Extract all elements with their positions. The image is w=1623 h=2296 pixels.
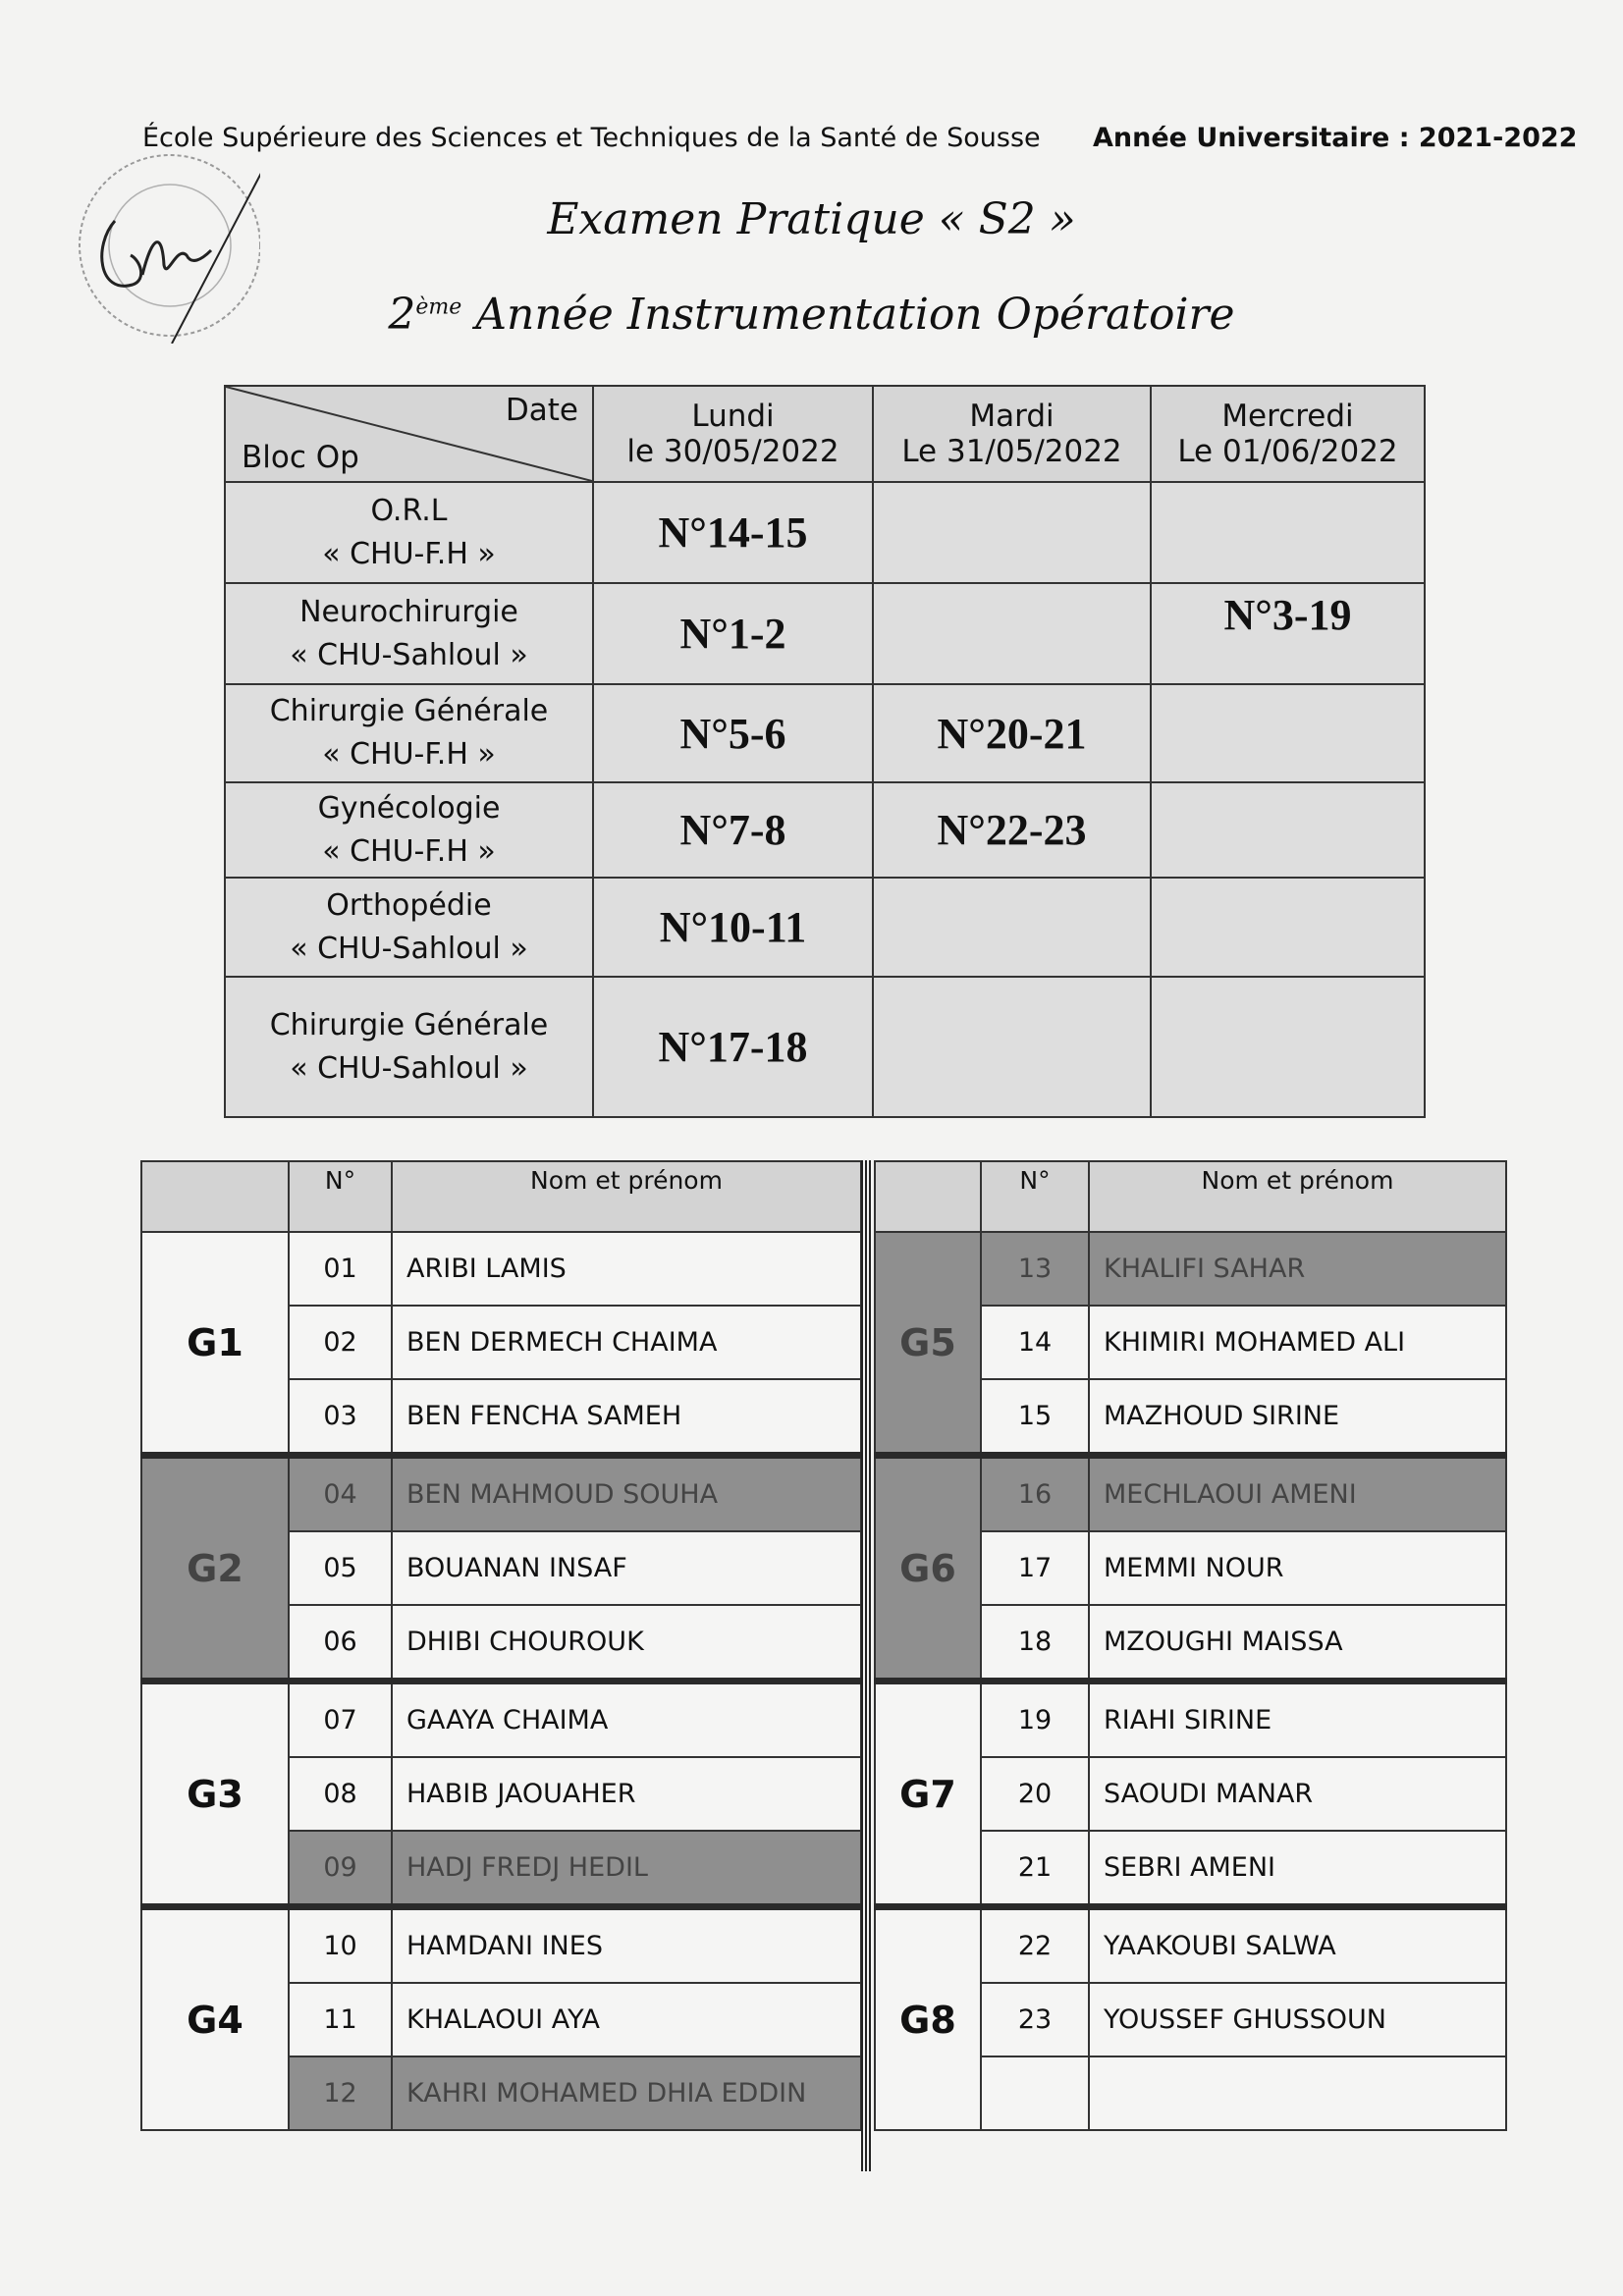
wednesday-slot	[1151, 684, 1425, 782]
subtitle-number: 2	[388, 290, 416, 340]
bloc-site: « CHU-Sahloul »	[290, 637, 528, 672]
stamp-signature-icon	[54, 137, 260, 344]
member-name: KAHRI MOHAMED DHIA EDDIN	[392, 2056, 861, 2130]
member-row	[141, 1456, 861, 1532]
group-header-cell	[875, 1161, 981, 1232]
monday-slot: N°1-2	[593, 583, 873, 684]
group-header-cell	[141, 1161, 289, 1232]
member-name: YAAKOUBI SALWA	[1089, 1907, 1506, 1984]
monday-slot: N°5-6	[593, 684, 873, 782]
bloc-cell	[225, 782, 593, 878]
bloc-site: « CHU-Sahloul »	[290, 931, 528, 966]
member-name: BEN MAHMOUD SOUHA	[392, 1456, 861, 1532]
member-name: MECHLAOUI AMENI	[1089, 1456, 1506, 1532]
wednesday-slot: N°3-19	[1151, 583, 1425, 684]
bloc-name: Chirurgie Générale	[269, 1007, 549, 1042]
monday-slot: N°7-8	[593, 782, 873, 878]
schedule-row	[225, 684, 1425, 782]
bloc-cell	[225, 878, 593, 977]
bloc-site: « CHU-Sahloul »	[290, 1050, 528, 1086]
member-number: 21	[981, 1831, 1089, 1907]
day-name: Mardi	[969, 399, 1055, 434]
member-number: 16	[981, 1456, 1089, 1532]
groups-header-row	[141, 1161, 861, 1232]
day-name: Mercredi	[1221, 399, 1354, 434]
member-name: SEBRI AMENI	[1089, 1831, 1506, 1907]
bloc-name: Neurochirurgie	[299, 594, 518, 629]
day-date: le 30/05/2022	[626, 434, 839, 469]
member-name: KHALIFI SAHAR	[1089, 1232, 1506, 1306]
member-number: 14	[981, 1306, 1089, 1379]
day-header-tuesday	[873, 386, 1151, 482]
bloc-name: Chirurgie Générale	[269, 694, 549, 728]
subtitle-superscript: ème	[415, 294, 462, 320]
member-name: HAMDANI INES	[392, 1907, 861, 1984]
member-name: BEN FENCHA SAMEH	[392, 1379, 861, 1456]
member-name: RIAHI SIRINE	[1089, 1682, 1506, 1758]
member-name: ARIBI LAMIS	[392, 1232, 861, 1306]
num-header: N°	[981, 1161, 1089, 1232]
member-number: 07	[289, 1682, 392, 1758]
schedule-header-row	[225, 386, 1425, 482]
member-number: 01	[289, 1232, 392, 1306]
exam-title: Examen Pratique « S2 »	[547, 194, 1076, 244]
member-number: 15	[981, 1379, 1089, 1456]
member-name: BEN DERMECH CHAIMA	[392, 1306, 861, 1379]
schedule-row	[225, 878, 1425, 977]
group-label: G6	[875, 1456, 981, 1682]
member-number: 02	[289, 1306, 392, 1379]
bloc-cell	[225, 977, 593, 1117]
bloc-cell	[225, 482, 593, 583]
school-name: École Supérieure des Sciences et Techniques de la Santé de Sousse	[142, 123, 1041, 153]
member-number: 10	[289, 1907, 392, 1984]
member-number: 05	[289, 1531, 392, 1605]
academic-year: Année Universitaire : 2021-2022	[1093, 123, 1578, 153]
day-header-wednesday	[1151, 386, 1425, 482]
schedule-row	[225, 583, 1425, 684]
member-row	[875, 1232, 1506, 1306]
member-row	[141, 1682, 861, 1758]
bloc-site: « CHU-F.H »	[322, 833, 496, 869]
member-name: MAZHOUD SIRINE	[1089, 1379, 1506, 1456]
member-number: 12	[289, 2056, 392, 2130]
member-name: HABIB JAOUAHER	[392, 1757, 861, 1831]
schedule-row	[225, 977, 1425, 1117]
monday-slot: N°17-18	[593, 977, 873, 1117]
member-name: KHALAOUI AYA	[392, 1983, 861, 2056]
monday-slot: N°10-11	[593, 878, 873, 977]
member-number: 18	[981, 1605, 1089, 1682]
member-number	[981, 2056, 1089, 2130]
member-name: MZOUGHI MAISSA	[1089, 1605, 1506, 1682]
bloc-name: Gynécologie	[317, 790, 501, 826]
member-row	[875, 1456, 1506, 1532]
tuesday-slot	[873, 583, 1151, 684]
member-number: 04	[289, 1456, 392, 1532]
bloc-cell	[225, 684, 593, 782]
group-label: G8	[875, 1907, 981, 2131]
member-number: 23	[981, 1983, 1089, 2056]
member-name: SAOUDI MANAR	[1089, 1757, 1506, 1831]
member-number: 22	[981, 1907, 1089, 1984]
name-header: Nom et prénom	[1089, 1161, 1506, 1232]
schedule-row	[225, 482, 1425, 583]
tuesday-slot: N°22-23	[873, 782, 1151, 878]
member-number: 08	[289, 1757, 392, 1831]
num-header: N°	[289, 1161, 392, 1232]
member-row	[875, 1907, 1506, 1984]
member-name: YOUSSEF GHUSSOUN	[1089, 1983, 1506, 2056]
schedule-row	[225, 782, 1425, 878]
tuesday-slot: N°20-21	[873, 684, 1151, 782]
wednesday-slot	[1151, 482, 1425, 583]
bloc-site: « CHU-F.H »	[322, 737, 496, 772]
monday-slot: N°14-15	[593, 482, 873, 583]
groups-table-left	[140, 1160, 862, 2131]
day-date: Le 01/06/2022	[1177, 434, 1398, 469]
member-name: HADJ FREDJ HEDIL	[392, 1831, 861, 1907]
member-number: 09	[289, 1831, 392, 1907]
bloc-name: O.R.L	[370, 493, 448, 528]
member-number: 11	[289, 1983, 392, 2056]
wednesday-slot	[1151, 878, 1425, 977]
member-name: BOUANAN INSAF	[392, 1531, 861, 1605]
table-divider	[861, 1160, 872, 2171]
subtitle-text: Année Instrumentation Opératoire	[461, 290, 1235, 340]
member-row	[141, 1907, 861, 1984]
member-name: MEMMI NOUR	[1089, 1531, 1506, 1605]
wednesday-slot	[1151, 977, 1425, 1117]
wednesday-slot	[1151, 782, 1425, 878]
corner-cell	[225, 386, 593, 482]
member-number: 17	[981, 1531, 1089, 1605]
tuesday-slot	[873, 977, 1151, 1117]
bloc-site: « CHU-F.H »	[322, 536, 496, 571]
exam-schedule-table	[224, 385, 1426, 1118]
member-name: DHIBI CHOUROUK	[392, 1605, 861, 1682]
member-row	[875, 1682, 1506, 1758]
member-name	[1089, 2056, 1506, 2130]
member-number: 03	[289, 1379, 392, 1456]
groups-table-right	[874, 1160, 1507, 2131]
member-number: 19	[981, 1682, 1089, 1758]
member-number: 06	[289, 1605, 392, 1682]
corner-date-label: Date	[505, 393, 578, 428]
group-label: G5	[875, 1232, 981, 1456]
member-name: GAAYA CHAIMA	[392, 1682, 861, 1758]
member-number: 13	[981, 1232, 1089, 1306]
member-name: KHIMIRI MOHAMED ALI	[1089, 1306, 1506, 1379]
group-label: G1	[141, 1232, 289, 1456]
tuesday-slot	[873, 482, 1151, 583]
group-label: G4	[141, 1907, 289, 2131]
day-name: Lundi	[691, 399, 775, 434]
group-label: G2	[141, 1456, 289, 1682]
bloc-name: Orthopédie	[326, 887, 492, 923]
name-header: Nom et prénom	[392, 1161, 861, 1232]
groups-header-row	[875, 1161, 1506, 1232]
day-header-monday	[593, 386, 873, 482]
group-label: G3	[141, 1682, 289, 1907]
member-number: 20	[981, 1757, 1089, 1831]
group-label: G7	[875, 1682, 981, 1907]
corner-bloc-label: Bloc Op	[242, 440, 359, 475]
bloc-cell	[225, 583, 593, 684]
member-row	[141, 1232, 861, 1306]
tuesday-slot	[873, 878, 1151, 977]
day-date: Le 31/05/2022	[901, 434, 1122, 469]
